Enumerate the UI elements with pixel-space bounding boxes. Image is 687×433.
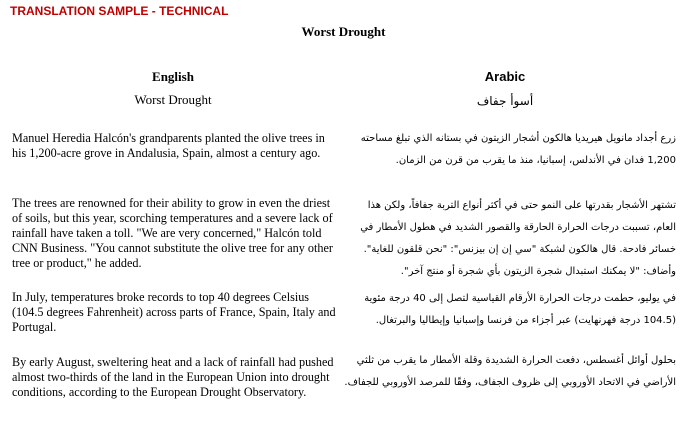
arabic-column-heading: Arabic [484, 69, 526, 84]
arabic-column-subtitle: أسوأ جفاف [476, 94, 534, 108]
document-title: Worst Drought [301, 24, 386, 39]
header-tag: TRANSLATION SAMPLE - TECHNICAL [10, 4, 229, 18]
english-column-heading: English [152, 69, 194, 84]
english-paragraph-4: By early August, sweltering heat and a lack of rainfall had pushed almost two-thirds of the land in the European Union into drought conditions, according to the European Drought Observatory. [12, 355, 334, 399]
arabic-paragraph-3: في يوليو، حطمت درجات الحرارة الأرقام القياسية لتصل إلى 40 درجة مئوية (104.5 درجة فهرنهايت) عبر أجزاء من فرنسا وإسبانيا وإيطاليا والبرتغال. [364, 293, 676, 326]
english-paragraph-1: Manuel Heredia Halcón's grandparents planted the olive trees in his 1,200-acre grove in Andalusia, Spain, almost a century ago. [12, 131, 325, 160]
english-paragraph-2: The trees are renowned for their ability to grow in even the driest of soils, but this year, scorching temperatures and a severe lack of rainfall have taken a toll. "We are very concerned," Halcón told CNN Business. "You cannot substitute the olive tree for any other tree or product," he added. [12, 196, 333, 270]
arabic-paragraph-1: زرع أجداد مانويل هيريديا هالكون أشجار الزيتون في بستانه الذي تبلغ مساحته 1,200 فدان في الأندلس، إسبانيا، منذ ما يقرب من قرن من الزمان. [360, 133, 676, 166]
arabic-paragraph-4: بحلول أوائل أغسطس، دفعت الحرارة الشديدة وقلة الأمطار ما يقرب من ثلثي الأراضي في الاتحاد الأوروبي إلى ظروف الجفاف، وفقًا للمرصد الأوروبي للجفاف. [344, 355, 676, 388]
arabic-paragraph-2: تشتهر الأشجار بقدرتها على النمو حتى في أكثر أنواع التربة جفافاً، ولكن هذا العام، تسببت درجات الحرارة الحارقة والقصور الشديد في هطول الأمطار في خسائر فادحة. قال هالكون لشبكة "سي إن إن بيزنس": "نحن قلقون للغاية". وأضاف: "لا يمكنك استبدال شجرة الزيتون بأي شجرة أو منتج آخر". [360, 200, 676, 277]
english-paragraph-3: In July, temperatures broke records to top 40 degrees Celsius (104.5 degrees Fahrenheit) across parts of France, Spain, Italy and Portugal. [12, 290, 336, 334]
english-column-subtitle: Worst Drought [134, 92, 212, 107]
